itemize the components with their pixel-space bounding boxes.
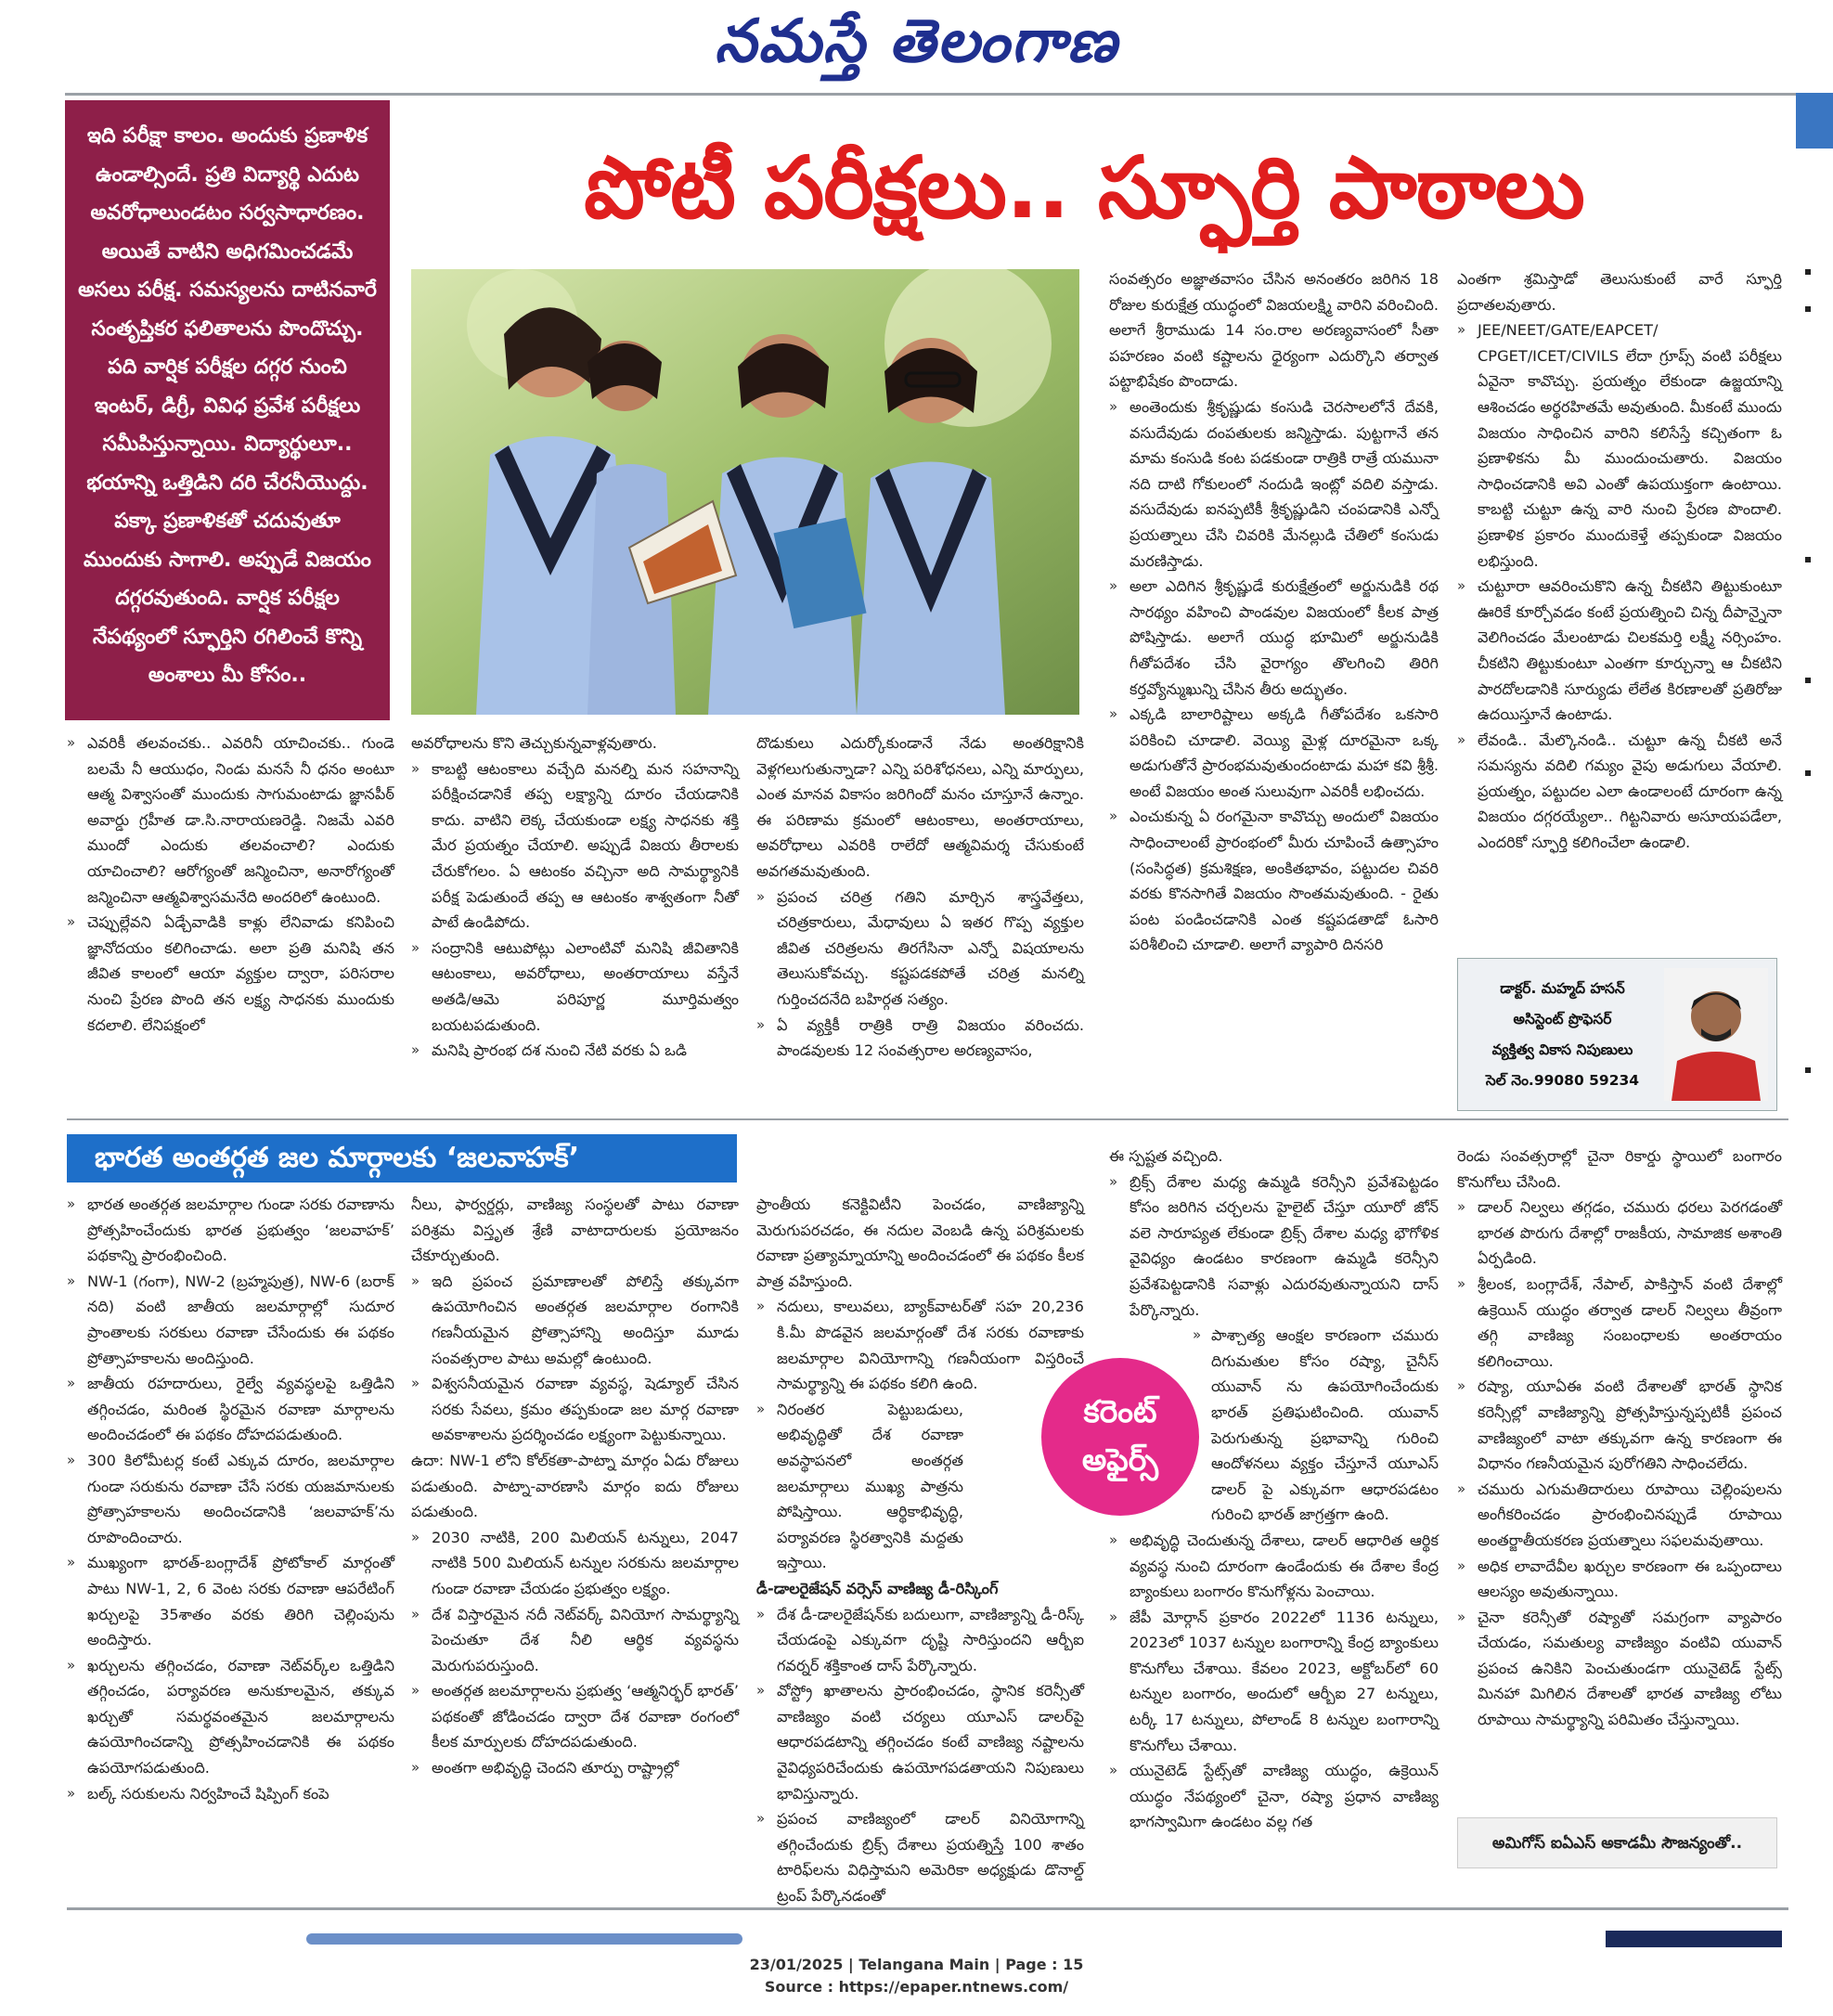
author-byline (1457, 958, 1777, 1111)
paragraph: రెండు సంవత్సరాల్లో చైనా రికార్డు స్థాయిలో బంగారం కొనుగోలు చేసింది. (1457, 1147, 1782, 1191)
bullet-icon: » (1109, 1172, 1118, 1190)
bullet-icon: » (67, 1451, 76, 1468)
author-role: అసిస్టెంట్ ప్రొఫెసర్ (1513, 1011, 1612, 1027)
list-item: » యునైటెడ్ స్టేట్స్‌తో వాణిజ్య యుద్ధం, ఉక్రెయిన్ యుద్ధం నేపథ్యంలో చైనా, రష్యా ప్రధాన వాణిజ్య భాగస్వామిగా ఉండటం వల్ల గత (1109, 1758, 1439, 1835)
students-photo (411, 269, 1079, 715)
bullet-icon: » (1457, 1198, 1466, 1216)
list-item: » అంతగా అభివృద్ధి చెందని తూర్పు రాష్ట్రాల్లో (411, 1755, 739, 1781)
list-item: » ముఖ్యంగా భారత్-బంగ్లాదేశ్ ప్రోటోకాల్ మార్గంతో పాటు NW-1, 2, 6 వెంట సరకు రవాణా ఆపరేటింగ్ ఖర్చులపై 35శాతం వరకు తిరిగి చెల్లింపును అందిస్తారు. (67, 1550, 394, 1652)
article2-col2 (411, 1192, 739, 1781)
list-item: » చెప్పుల్లేవని ఏడ్చేవాడికి కాళ్లు లేనివాడు కనిపించి జ్ఞానోదయం కలిగించాడు. అలా ప్రతి మనిషి తన జీవిత కాలంలో ఆయా వ్యక్తుల ద్వారా, పరిసరాల నుంచి ప్రేరణ పొంది తన లక్ష్య సాధనకు ముందుకు కదలాలి. లేనిపక్షంలో (67, 910, 394, 1038)
bullet-icon: » (411, 1272, 420, 1289)
bullet-icon: » (1109, 1608, 1118, 1625)
bullet-icon: » (756, 1810, 766, 1828)
bullet-icon: » (756, 1015, 766, 1033)
bullet-icon: » (411, 1041, 420, 1059)
paragraph: ప్రాంతీయ కనెక్టివిటీని పెంచడం, వాణిజ్యాన్ని మెరుగుపరచడం, ఈ నదుల వెంబడి ఉన్న పరిశ్రమలకు రవాణా ప్రత్యామ్నాయాన్ని అందించడంలో ఈ పథకం కీలక పాత్ర వహిస్తుంది. (756, 1195, 1084, 1290)
bullet-icon: » (411, 938, 420, 956)
list-item: » విశ్వసనీయమైన రవాణా వ్యవస్థ, షెడ్యూల్ చేసిన సరకు సేవలు, క్రమం తప్పకుండా జల మార్గ రవాణా అవకాశాలను ప్రదర్శించడం లక్ష్యంగా పెట్టుకున్నాయి. (411, 1371, 739, 1448)
badge-line2: అఫైర్స్ (1081, 1441, 1159, 1478)
article2-col1 (67, 1192, 394, 1806)
paragraph: ఎంతగా శ్రమిస్తాడో తెలుసుకుంటే వారే స్ఫూర్తి ప్రదాతలవుతారు. (1457, 270, 1782, 314)
list-item: » అధిక లావాదేవీల ఖర్చుల కారణంగా ఈ ఒప్పందాలు ఆలస్యం అవుతున్నాయి. (1457, 1554, 1782, 1605)
paragraph: దొడుకులు ఎదుర్కోకుండానే నేడు అంతరిక్షానికి వెళ్లగలుగుతున్నాడా? ఎన్ని పరిశోధనలు, ఎన్ని మార్పులు, ఎంత మానవ వికాసం జరిగిందో మనం చూస్తూనే ఉన్నాం. ఈ పరిణామ క్రమంలో ఆటంకాలు, అంతరాయాలు, అవరోధాలు ఎవరికి రాలేదో ఆత్మవిమర్శ చేసుకుంటే అవగతమవుతుంది. (756, 734, 1084, 880)
bullet-icon: » (756, 1298, 766, 1315)
list-item: » బ్రిక్స్ దేశాల మధ్య ఉమ్మడి కరెన్సీని ప్రవేశపెట్టడం కోసం జరిగిన చర్చలను హైలైట్ చేస్తూ యూరో జోన్ వలె సారూప్యత లేకుండా బ్రిక్స్ దేశాల మధ్య భౌగోళిక వైవిధ్యం ఉండటం కారణంగా ఉమ్మడి కరెన్సీని ప్రవేశపెట్టడానికి సవాళ్లు ఎదురవుతున్నాయని దాస్ పేర్కొన్నారు. (1109, 1170, 1439, 1324)
next-page-teaser-strip (306, 1933, 742, 1945)
list-item: » భారత అంతర్గత జలమార్గాల గుండా సరకు రవాణాను ప్రోత్సహించేందుకు భారత ప్రభుత్వం ‘జలవాహక్’ పథకాన్ని ప్రారంభించింది. (67, 1192, 394, 1269)
bullet-icon: » (1457, 1274, 1466, 1292)
bullet-icon: » (1109, 577, 1118, 595)
author-dept: వ్యక్తిత్వ వికాస నిపుణులు (1491, 1041, 1633, 1058)
bullet-icon: » (1457, 1608, 1466, 1625)
list-item: » 2030 నాటికి, 200 మిలియన్ టన్నులు, 2047 నాటికి 500 మిలియన్ టన్నుల సరకును జలమార్గాల గుండా రవాణా చేయడం ప్రభుత్వం లక్ష్యం. (411, 1525, 739, 1602)
intro-box: ఇది పరీక్షా కాలం. అందుకు ప్రణాళిక ఉండాల్సిందే. ప్రతి విద్యార్థి ఎదుట అవరోధాలుండటం సర్వసాధారణం. అయితే వాటిని అధిగమించడమే అసలు పరీక్ష. సమస్యలను దాటినవారే సంతృప్తికర ఫలితాలను పొందొచ్చు. పది వార్షిక పరీక్షల దగ్గర నుంచి ఇంటర్, డిగ్రీ, వివిధ ప్రవేశ పరీక్షలు సమీపిస్తున్నాయి. విద్యార్థులూ.. భయాన్ని ఒత్తిడిని దరి చేరనీయొద్దు. పక్కా ప్రణాళికతో చదువుతూ ముందుకు సాగాలి. అప్పుడే విజయం దగ్గరవుతుంది. వార్షిక పరీక్షల నేపథ్యంలో స్ఫూర్తిని రగిలించే కొన్ని అంశాలు మీ కోసం.. (65, 100, 390, 720)
bullet-icon: » (411, 1375, 420, 1392)
bullet-icon: » (756, 1400, 766, 1417)
bullet-icon: » (67, 1195, 76, 1212)
masthead (0, 0, 1833, 93)
advert-strip (1606, 1931, 1782, 1947)
list-item: » JEE/NEET/GATE/EAPCET/ CPGET/ICET/CIVILS లేదా గ్రూప్స్ వంటి పరీక్షలు ఏవైనా కావొచ్చు. ప్రయత్నం లేకుండా ఉజ్జయాన్ని ఆశించడం అర్థరహితమే అవుతుంది. మీకంటే ముందు విజయం సాధించిన వారిని కలిసేస్తే కచ్చితంగా ఓ ప్రణాళికను మీ ముందుంచుతారు. విజయం సాధించడానికి అవి ఎంతో ఉపయుక్తంగా ఉంటాయి. కాబట్టి చుట్టూ ఉన్న వారి నుంచి ప్రేరణ పొందాలి. ప్రణాళిక ప్రకారం ముందుకెళ్తే తప్పకుండా విజయం లభిస్తుంది. (1457, 317, 1782, 574)
bullet-icon: » (1193, 1326, 1202, 1344)
footer-source-link[interactable]: Source : https://epaper.ntnews.com/ (764, 1978, 1069, 1996)
list-item: » జాతీయ రహదారులు, రైల్వే వ్యవస్థలపై ఒత్తిడిని తగ్గించడం, మరింత స్థిరమైన రవాణా మార్గాలను అందించడంలో ఈ పథకం దోహదపడుతుంది. (67, 1371, 394, 1448)
article2-col3 (756, 1192, 1084, 1909)
footer-date-edition: 23/01/2025 | Telangana Main | Page : 15 (749, 1956, 1084, 1973)
top-rule (65, 93, 1796, 96)
bottom-rule (67, 1907, 1788, 1910)
bullet-icon: » (756, 887, 766, 905)
bullet-icon: » (411, 1605, 420, 1622)
list-item: » ఏ వ్యక్తికీ రాత్రికి రాత్రి విజయం వరించదు. పాండవులకు 12 సంవత్సరాల అరణ్యవాసం, (756, 1013, 1084, 1064)
article1-col5 (1457, 266, 1782, 856)
students-photo-illustration (411, 269, 1079, 715)
list-item: » ఎంచుకున్న ఏ రంగమైనా కావొచ్చు అందులో విజయం సాధించాలంటే ప్రారంభంలో మీరు చూపించే ఉత్సాహం (సంసిద్ధత) క్రమశిక్షణ, అంకితభావం, పట్టుదల చివరి వరకు కొనసాగితే విజయం సొంతమవుతుంది. - రైతు పంట పండించడానికి ఎంత కష్టపడతాడో ఓసారి పరిశీలించి చూడాలి. అలాగే వ్యాపారి దినసరి (1109, 804, 1439, 958)
bullet-icon: » (411, 759, 420, 777)
headline: పోటీ పరీక్షలు.. స్ఫూర్తి పాఠాలు (584, 138, 1584, 238)
list-item: » దేశ డీ-డాలరైజేషన్‌కు బదులుగా, వాణిజ్యాన్ని డీ-రిస్క్ చేయడంపై ఎక్కువగా దృష్టి సారిస్తుందని ఆర్బీఐ గవర్నర్ శక్తికాంత దాస్ పేర్కొన్నారు. (756, 1602, 1084, 1679)
article2-col4 (1109, 1144, 1439, 1835)
author-photo (1664, 968, 1768, 1101)
byline-text (1467, 974, 1658, 1096)
bullet-icon: » (1109, 808, 1118, 825)
list-item: » అలా ఎదిగిన శ్రీకృష్ణుడే కురుక్షేత్రంలో అర్జునుడికి రథ సారథ్యం వహించి పాండవుల విజయంలో కీలక పాత్ర పోషిస్తాడు. అలాగే యుద్ధ భూమిలో అర్జునుడికి గీతోపదేశం చేసి వైరాగ్యం తొలగించి తిరిగి కర్తవ్యోన్ముఖున్ని చేసిన తీరు అద్భుతం. (1109, 574, 1439, 702)
list-item: » ఎక్కడి బాలారిష్టాలు అక్కడి గీతోపదేశం ఒకసారి పరికించి చూడాలి. వెయ్యి మైళ్ల దూరమైనా ఒక్క అడుగుతోనే ప్రారంభమవుతుందంటాడు మహా కవి శ్రీశ్రీ. అంటే విజయం అంత సులువుగా ఎవరికీ లభించదు. (1109, 702, 1439, 804)
list-item: » చుట్టూరా ఆవరించుకొని ఉన్న చీకటిని తిట్టుకుంటూ ఊరికే కూర్చోవడం కంటే ప్రయత్నించి చిన్న దీపాన్నైనా వెలిగించడం మేలంటాడు చిలకమర్తి లక్ష్మీ నర్సింహం. చీకటిని తిట్టుకుంటూ ఎంతగా కూర్చున్నా ఆ చీకటిని పారదోలడానికి సూర్యుడు లేలేత కిరణాలతో ప్రతిరోజు ఉదయిస్తూనే ఉంటాడు. (1457, 574, 1782, 728)
bullet-icon: » (67, 913, 76, 931)
adjacent-column-graphic (1796, 93, 1833, 1912)
article1-col1 (67, 730, 394, 1038)
article1-col2 (411, 730, 739, 1064)
list-item: » ప్రపంచ చరిత్ర గతిని మార్చిన శాస్త్రవేత్తలు, చరిత్రకారులు, మేధావులు ఏ ఇతర గొప్ప వ్యక్తుల జీవిత చరిత్రలను తిరగేసినా ఎన్నో విషయాలను తెలుసుకోవచ్చు. కష్టపడకపోతే చరిత్ర మనల్ని గుర్తించదనేది బహిర్గత సత్యం. (756, 885, 1084, 1013)
list-item: » సంద్రానికి ఆటుపోట్లు ఎలాంటివో మనిషి జీవితానికి ఆటంకాలు, అవరోధాలు, అంతరాయాలు వస్తేనే అతడి/ఆమె పరిపూర్ణ మూర్తిమత్వం బయటపడుతుంది. (411, 936, 739, 1038)
bullet-icon: » (67, 1554, 76, 1571)
list-item: » ఇది ప్రపంచ ప్రమాణాలతో పోలిస్తే తక్కువగా ఉపయోగించిన అంతర్గత జలమార్గాల రంగానికి గణనీయమైన ప్రోత్సాహాన్ని అందిస్తూ మూడు సంవత్సరాల పాటు అమల్లో ఉంటుంది. (411, 1269, 739, 1371)
list-item: » అంతర్గత జలమార్గాలను ప్రభుత్వ ‘ఆత్మనిర్భర్ భారత్’ పథకంతో జోడించడం ద్వారా దేశ రవాణా రంగంలో కీలక మార్పులకు దోహదపడుతుంది. (411, 1678, 739, 1755)
list-item: » నదులు, కాలువలు, బ్యాక్‌వాటర్‌తో సహ 20,236 కి.మీ పొడవైన జలమార్గంతో దేశ సరకు రవాణాకు జలమార్గాల వినియోగాన్ని గణనీయంగా విస్తరించే సామర్థ్యాన్ని ఈ పథకం కలిగి ఉంది. (756, 1294, 1084, 1396)
courtesy-note: అమిగోస్ ఐఏఎస్ అకాడమీ సౌజన్యంతో.. (1457, 1817, 1777, 1868)
list-item: » NW-1 (గంగా), NW-2 (బ్రహ్మపుత్ర), NW-6 (బరాక్ నది) వంటి జాతీయ జలమార్గాల్లో సుదూర ప్రాంతాలకు సరకులు రవాణా చేసేందుకు ఈ పథకం ప్రోత్సాహకాలను అందిస్తుంది. (67, 1269, 394, 1371)
list-item: » శ్రీలంక, బంగ్లాదేశ్, నేపాల్, పాకిస్తాన్ వంటి దేశాల్లో ఉక్రెయిన్ యుద్ధం తర్వాత డాలర్ నిల్వలు తీవ్రంగా తగ్గి వాణిజ్య సంబంధాలకు అంతరాయం కలిగించాయి. (1457, 1272, 1782, 1374)
page-footer (0, 1954, 1833, 1998)
bullet-icon: » (67, 734, 76, 751)
list-item: » వోస్ట్రో ఖాతాలను ప్రారంభించడం, స్థానిక కరెన్సీతో వాణిజ్యం వంటి చర్యలు యూఎస్ డాలర్‌పై ఆధారపడటాన్ని తగ్గించడం కంటే వాణిజ్య నష్టాలను వైవిధ్యపరిచేందుకు ఉపయోగపడతాయని నిపుణులు భావిస్తున్నారు. (756, 1678, 1084, 1806)
bullet-icon: » (1457, 1557, 1466, 1574)
bullet-icon: » (67, 1272, 76, 1289)
list-item: » ప్రపంచ వాణిజ్యంలో డాలర్ వినియోగాన్ని తగ్గించేందుకు బ్రిక్స్ దేశాలు ప్రయత్నిస్తే 100 శాతం టారిఫ్‌లను విధిస్తామని అమెరికా అధ్యక్షుడు డొనాల్డ్ ట్రంప్ పేర్కొనడంతో (756, 1806, 1084, 1908)
article1-col3 (756, 730, 1084, 1064)
badge-line1: కరెంట్ (1083, 1393, 1157, 1429)
list-item: » జేపీ మోర్గాన్ ప్రకారం 2022లో 1136 టన్నులు, 2023లో 1037 టన్నుల బంగారాన్ని కేంద్ర బ్యాంకులు కొనుగోలు చేశాయి. కేవలం 2023, అక్టోబర్‌లో 60 టన్నుల బంగారం, అందులో ఆర్బీఐ 27 టన్నులు, టర్కీ 17 టన్నులు, పోలాండ్ 8 టన్నుల బంగారాన్ని కొనుగోలు చేశాయి. (1109, 1605, 1439, 1759)
list-item: » కాబట్టి ఆటంకాలు వచ్చేది మనల్ని మన సహనాన్ని పరీక్షించడానికే తప్ప లక్ష్యాన్ని దూరం చేయడానికి కాదు. వాటిని లెక్క చేయకుండా లక్ష్య సాధనకు శక్తి మేర ప్రయత్నం చేయాలి. అప్పుడే విజయ తీరాలకు చేరుకోగలం. ఏ ఆటంకం వచ్చినా అది సామర్థ్యానికి పరీక్ష పెడుతుందే తప్ప ఆ ఆటంకం శాశ్వతంగా నీతో పాటే ఉండిపోదు. (411, 756, 739, 936)
bullet-icon: » (1109, 705, 1118, 723)
paragraph: అవరోధాలను కొని తెచ్చుకున్నవాళ్లవుతారు. (411, 734, 657, 752)
subheading: డీ-డాలరైజేషన్ వర్సెస్ వాణిజ్య డీ-రిస్కింగ్ (756, 1579, 999, 1597)
list-item: » బల్క్ సరుకులను నిర్వహించే షిప్పింగ్ కంపె (67, 1781, 394, 1807)
bullet-icon: » (756, 1605, 766, 1622)
bullet-icon: » (411, 1682, 420, 1699)
bullet-icon: » (411, 1759, 420, 1777)
section-heading: భారత అంతర్గత జల మార్గాలకు ‘జలవాహక్’ (67, 1134, 737, 1182)
bullet-icon: » (1457, 1480, 1466, 1497)
bullet-icon: » (1109, 1762, 1118, 1779)
list-item: » నిరంతర పెట్టుబడులు, అభివృద్ధితో దేశ రవాణా అవస్థాపనలో అంతర్గత జలమార్గాలు ముఖ్య పాత్రను పోషిస్తాయి. ఆర్థికాభివృద్ధి, పర్యావరణ స్థిరత్వానికి మద్దతు ఇస్తాయి. (756, 1397, 1084, 1576)
list-item: » పాశ్చాత్య ఆంక్షల కారణంగా చమురు దిగుమతుల కోసం రష్యా, చైనీస్ యువాన్ ను ఉపయోగించేందుకు భారత్ ప్రతిఘటించింది. యువాన్ పెరుగుతున్న ప్రభావాన్ని గురించి ఆందోళనలు వ్యక్తం చేస్తూనే యూఎస్ డాలర్ పై ఎక్కువగా ఆధారపడటం గురించి భారత్ జాగ్రత్తగా ఉంది. (1109, 1323, 1439, 1528)
bullet-icon: » (1457, 577, 1466, 595)
list-item: » చైనా కరెన్సీతో రష్యాతో సమగ్రంగా వ్యాపారం చేయడం, సమతుల్య వాణిజ్యం వంటివి యువాన్ ప్రపంచ ఉనికిని పెంచుతుండగా యునైటెడ్ స్టేట్స్ మినహా మిగిలిన దేశాలతో భారత వాణిజ్య లోటు రూపాయి సామర్థ్యాన్ని పరిమితం చేస్తున్నాయి. (1457, 1605, 1782, 1733)
masthead-title: నమస్తే తెలంగాణ (714, 6, 1119, 76)
list-item: » రష్యా, యూఏఈ వంటి దేశాలతో భారత్ స్థానిక కరెన్సీల్లో వాణిజ్యాన్ని ప్రోత్సహిస్తున్నప్పటికీ ప్రపంచ వాణిజ్యంలో వాటా తక్కువగా ఉన్న కారణంగా ఈ విధానం గణనీయమైన పురోగతిని సాధించలేదు. (1457, 1374, 1782, 1476)
bullet-icon: » (67, 1656, 76, 1674)
article2-col5 (1457, 1144, 1782, 1733)
author-phone: సెల్ నెం.99080 59234 (1485, 1072, 1640, 1089)
article1-col4 (1109, 266, 1439, 958)
bullet-icon: » (1457, 321, 1466, 339)
bullet-icon: » (411, 1528, 420, 1545)
bullet-icon: » (1109, 397, 1118, 415)
bullet-icon: » (1109, 1531, 1118, 1548)
adjacent-column-edge (1796, 93, 1833, 1912)
paragraph: ఈ స్పష్టత వచ్చింది. (1109, 1147, 1223, 1165)
list-item: » 300 కిలోమీటర్ల కంటే ఎక్కువ దూరం, జలమార్గాల గుండా సరుకును రవాణా చేసే సరకు యజమానులకు ప్రోత్సాహకాలను అందించడానికి ‘జలవాహక్’ను రూపొందించారు. (67, 1448, 394, 1550)
paragraph: సంవత్సరం అజ్ఞాతవాసం చేసిన అనంతరం జరిగిన 18 రోజుల కురుక్షేత్ర యుద్ధంలో విజయలక్ష్మి వారిని వరించింది. అలాగే శ్రీరాముడు 14 సం.రాల అరణ్యవాసంలో సీతా పహరణం వంటి కష్టాలను ధైర్యంగా ఎదుర్కొని తర్వాత పట్టాభిషేకం పొందాడు. (1109, 270, 1439, 391)
bullet-icon: » (67, 1375, 76, 1392)
list-item: » అభివృద్ధి చెందుతున్న దేశాలు, డాలర్ ఆధారిత ఆర్థిక వ్యవస్థ నుంచి దూరంగా ఉండేందుకు ఈ దేశాల కేంద్ర బ్యాంకులు బంగారం కొనుగోళ్లను పెంచాయి. (1109, 1528, 1439, 1605)
author-portrait-illustration (1664, 968, 1768, 1101)
list-item: » ఎవరికీ తలవంచకు.. ఎవరినీ యాచించకు.. గుండె బలమే నీ ఆయుధం, నిండు మనసే నీ ధనం అంటూ ఆత్మ విశ్వాసంతో ముందుకు సాగుమంటాడు జ్ఞానపీఠ్ అవార్డు గ్రహీత డా.సి.నారాయణరెడ్డి. నిజమే ఎవరి ముందో ఎందుకు తలవంచాలి? ఎందుకు యాచించాలి? ఆరోగ్యంతో జన్మించినా, అనారోగ్యంతో జన్మించినా ఆత్మవిశ్వాసమనేది అందరిలో ఉంటుంది. (67, 730, 394, 910)
list-item: » మనిషి ప్రారంభ దశ నుంచి నేటి వరకు ఏ ఒడి (411, 1038, 739, 1064)
list-item: » చమురు ఎగుమతిదారులు రూపాయి చెల్లింపులను అంగీకరించడం ప్రారంభించినప్పుడే రూపాయి అంతర్జాతీయకరణ ప్రయత్నాలు సఫలమవుతాయి. (1457, 1477, 1782, 1554)
author-name: డాక్టర్. మహ్మద్ హసన్ (1500, 980, 1625, 997)
list-item: » దేశ విస్తారమైన నదీ నెట్‌వర్క్ వినియోగ సామర్థ్యాన్ని పెంచుతూ దేశ నీలి ఆర్థిక వ్యవస్థను మెరుగుపరుస్తుంది. (411, 1602, 739, 1679)
example-paragraph: ఉదా: NW-1 లోని కోల్‌కతా-పాట్నా మార్గం ఏడు రోజులు పడుతుంది. పాట్నా-వారణాసి మార్గం ఐదు రోజులు పడుతుంది. (411, 1451, 739, 1521)
bullet-icon: » (67, 1784, 76, 1802)
paragraph: నీలు, ఫార్వర్డర్లు, వాణిజ్య సంస్థలతో పాటు రవాణా పరిశ్రమ విస్తృత శ్రేణి వాటాదారులకు ప్రయోజనం చేకూర్చుతుంది. (411, 1195, 739, 1265)
list-item: » ఖర్చులను తగ్గించడం, రవాణా నెట్‌వర్క్‌ల ఒత్తిడిని తగ్గించడం, పర్యావరణ అనుకూలమైన, తక్కువ ఖర్చుతో సమర్థవంతమైన జలమార్గాలను ఉపయోగించడాన్ని ప్రోత్సహించడానికి ఈ పథకం ఉపయోగపడుతుంది. (67, 1653, 394, 1781)
list-item: » లేవండి.. మేల్కొనండి.. చుట్టూ ఉన్న చీకటి అనే సమస్యను వదిలి గమ్యం వైపు అడుగులు వేయాలి. ప్రయత్నం, పట్టుదల ఎలా ఉండాలంటే దూరంగా ఉన్న విజయం దగ్గరయ్యేలా.. గిట్టనివారు అసూయపడేలా, ఎందరికో స్ఫూర్తి కలిగించేలా ఉండాలి. (1457, 728, 1782, 856)
list-item: » అంతెందుకు శ్రీకృష్ణుడు కంసుడి చెరసాలలోనే దేవకి, వసుదేవుడు దంపతులకు జన్మిస్తాడు. పుట్టగానే తన మామ కంసుడి కంట పడకుండా రాత్రికి రాత్రే యమునా నది దాటి గోకులంలో నందుడి ఇంట్లో వదిలి వస్తాడు. వసుదేవుడు ఐనప్పటికీ శ్రీకృష్ణుడిని చంపడానికి ఎన్నో ప్రయత్నాలు చేసి చివరికి మేనల్లుడి చేతిలో కంసుడు మరణిస్తాడు. (1109, 394, 1439, 574)
bullet-icon: » (1457, 730, 1466, 748)
bullet-icon: » (1457, 1377, 1466, 1395)
section-rule (67, 1118, 1788, 1120)
bullet-icon: » (756, 1682, 766, 1699)
list-item: » డాలర్ నిల్వలు తగ్గడం, చమురు ధరలు పెరగడంతో భారత పొరుగు దేశాల్లో రాజకీయ, సామాజిక అశాంతి ఏర్పడింది. (1457, 1195, 1782, 1272)
